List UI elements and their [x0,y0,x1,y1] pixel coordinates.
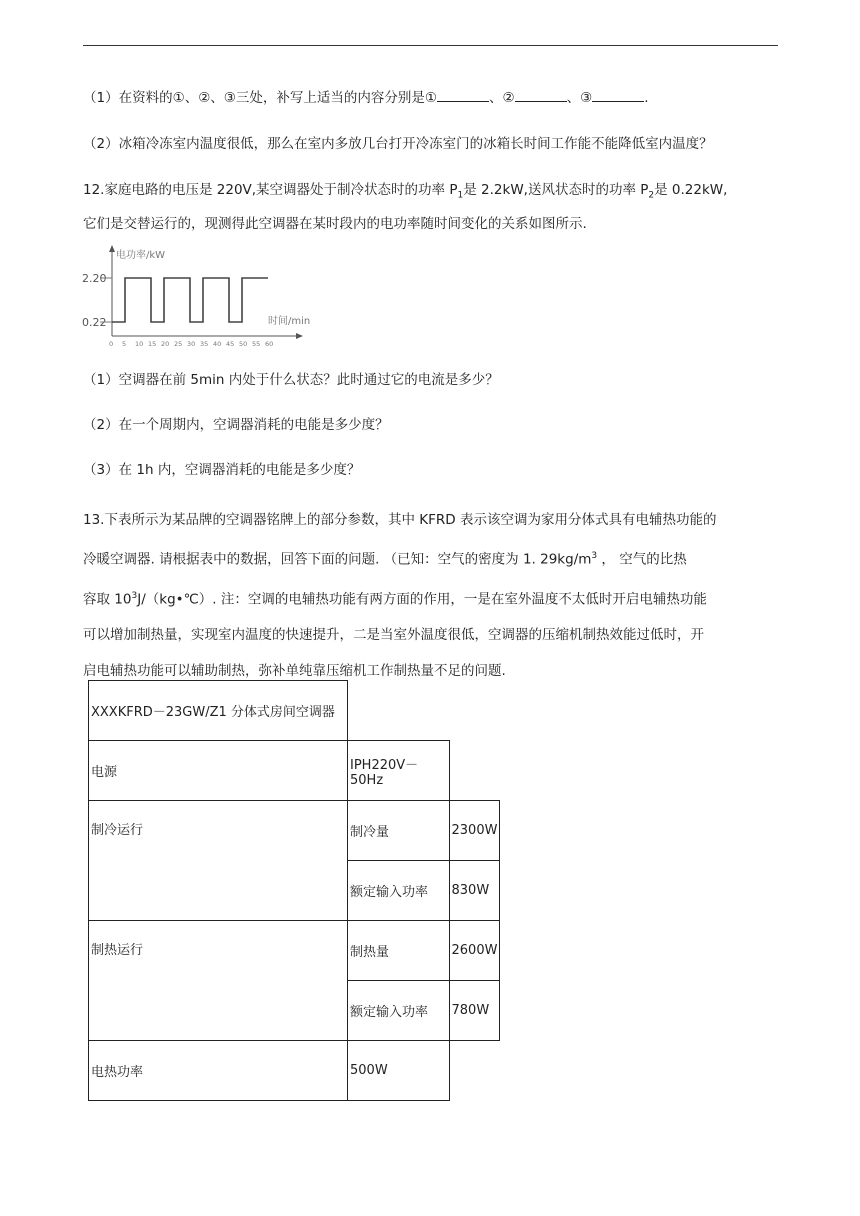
q12-q3: （3）在 1h 内，空调器消耗的电能是多少度？ [83,462,361,478]
empty-cell [449,741,500,801]
table-row-model [89,681,500,741]
q12-intro-c: 是 0.22kW, [654,182,728,198]
heat-amount-label-cell: 制热量 [348,921,450,981]
q11-part2: （2）冰箱冷冻室内温度很低，那么在室内多放几台打开冷冻室门的冰箱长时间工作能不能降低室内温度？ [83,136,713,152]
x-tick-label: 15 [148,340,157,348]
cool-label-cell: 制冷运行 [89,801,348,921]
q13-line2a: 冷暖空调器. 请根据表中的数据，回答下面的问题. （已知：空气的密度为 1. 29kg/m [83,551,592,568]
x-tick-label: 60 [265,340,274,348]
q13-line3a: 容取 10 [83,591,132,607]
q13-line1: 13.下表所示为某品牌的空调器铭牌上的部分参数，其中 KFRD 表示该空调为家用分体式具有电辅热功能的 [83,512,717,528]
blank-2[interactable] [515,87,567,102]
empty-cell [449,1041,500,1101]
q13-line3b: J/（kg•℃）. 注：空调的电辅热功能有两方面的作用，一是在室外温度不太低时开启电辅热功能 [137,591,707,607]
y-axis-arrow [109,245,115,252]
x-tick-label: 5 [122,340,127,348]
x-tick-label: 50 [239,340,248,348]
header-rule [83,45,778,46]
table-row-cool-1 [89,801,500,861]
q12-q1: （1）空调器在前 5min 内处于什么状态？此时通过它的电流是多少？ [83,372,499,388]
table-row-heat-1 [89,921,500,981]
power-label-cell: 电源 [89,741,348,801]
q12-intro-b: 是 2.2kW,送风状态时的功率 P [463,182,649,198]
x-tick-label: 25 [174,340,183,348]
q11-part1-text: （1）在资料的①、②、③三处，补写上适当的内容分别是① [83,90,437,106]
x-tick-label: 0 [109,340,114,348]
elec-value-cell: 500W [348,1041,450,1101]
x-tick-label: 10 [135,340,144,348]
table-row-power [89,741,500,801]
q13-line5: 启电辅热功能可以辅助制热，弥补单纯靠压缩机工作制热量不足的问题. [83,663,506,679]
x-axis-arrow [296,333,303,339]
power-step-line [112,278,268,322]
q11-sep1: 、② [489,90,515,106]
heat-label-cell: 制热运行 [89,921,348,1041]
x-tick-label: 30 [187,340,196,348]
elec-label-cell: 电热功率 [89,1041,348,1101]
p2-subscript: 2 [648,190,655,201]
heat-amount-cell: 2600W [449,921,500,981]
power-value-cell: IPH220V－50Hz [348,741,450,801]
q11-sep2: 、③ [566,90,593,106]
cool-input-cell: 830W [449,861,500,921]
q13-intro [83,502,783,689]
y-tick-label: 2.20 [82,272,107,285]
power-time-chart [82,240,330,350]
q12-intro-a: 12.家庭电路的电压是 220V,某空调器处于制冷状态时的功率 P [83,182,458,198]
q12-q2: （2）在一个周期内，空调器消耗的电能是多少度？ [83,417,389,433]
x-tick-label: 35 [200,340,209,348]
x-axis-label: 时间/min [268,316,311,327]
heat-input-cell: 780W [449,981,500,1041]
q12-intro-line2: 它们是交替运行的，现测得此空调器在某时段内的电功率随时间变化的关系如图所示. [83,215,587,232]
blank-1[interactable] [437,87,489,102]
heat-input-label-cell: 额定输入功率 [348,981,450,1041]
q11-part1 [83,84,783,112]
y-axis-label: 电功率/kW [116,250,166,261]
spec-table [88,680,500,1101]
x-tick-label: 55 [252,340,261,348]
q13-line4: 可以增加制热量，实现室内温度的快速提升，二是当室外温度很低，空调器的压缩机制热效能过低时，开 [83,627,704,643]
x-tick-label: 20 [161,340,170,348]
cool-amount-cell: 2300W [449,801,500,861]
q13-line2b: ， 空气的比热 [597,551,687,568]
q11-end: . [644,90,649,106]
m3-superscript: 3 [591,551,598,561]
q12-intro [83,176,783,238]
empty-cell [449,681,500,741]
model-cell: XXXKFRD－23GW/Z1 分体式房间空调器 [89,681,348,741]
p1-subscript: 1 [457,190,464,201]
ten3-superscript: 3 [131,590,138,601]
y-tick-label: 0.22 [82,316,107,329]
blank-3[interactable] [592,87,644,102]
empty-cell [348,681,450,741]
table-row-elec [89,1041,500,1101]
cool-amount-label-cell: 制冷量 [348,801,450,861]
x-tick-label: 40 [213,340,222,348]
cool-input-label-cell: 额定输入功率 [348,861,450,921]
x-tick-label: 45 [226,340,235,348]
